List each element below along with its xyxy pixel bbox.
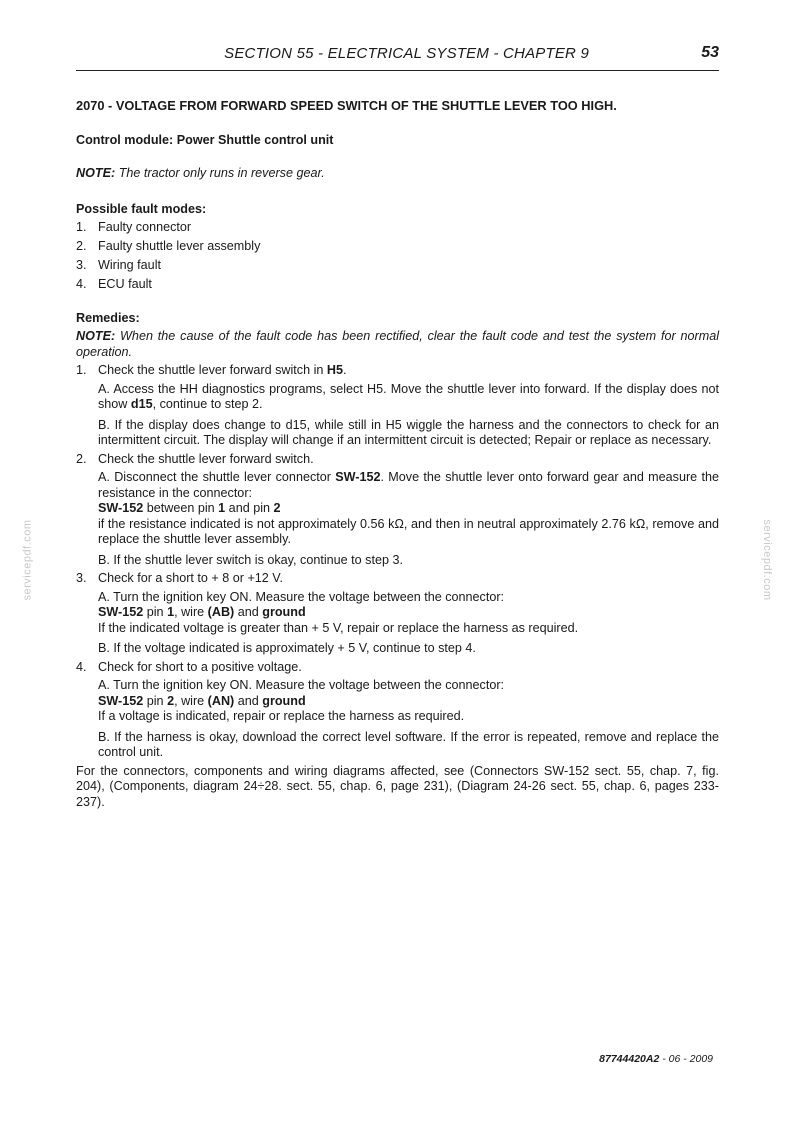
connector-pin-line: SW-152 pin 2, wire (AN) and ground [98,693,306,708]
section-title: SECTION 55 - ELECTRICAL SYSTEM - CHAPTER 9 [224,45,589,62]
remedies-heading: Remedies: [76,310,140,325]
resistance-instruction: if the resistance indicated is not approximately 0.56 kΩ, and then in neutral approximately 2.76 kΩ, remove and replace the shuttle lever assembly. [98,516,719,547]
list-number: 4. [76,277,87,292]
document-date: - 06 - 2009 [659,1053,713,1065]
step-option-a: A. Turn the ignition key ON. Measure the voltage between the connector: [98,678,505,693]
list-number: 1. [76,220,87,234]
note-text: When the cause of the fault code has been rectified, clear the fault code and test the system for normal operation. [76,329,720,359]
page-content [76,98,719,810]
list-text: Faulty connector [98,220,192,234]
list-number: 2. [76,239,87,254]
list-item [76,258,719,274]
list-text: Faulty shuttle lever assembly [98,239,261,254]
step-text: Check for a short to + 8 or +12 V. [98,571,284,586]
remedy-step-1 [76,363,719,449]
list-item [76,220,719,236]
note-reverse-gear [76,166,719,182]
step-option-a: A. Disconnect the shuttle lever connector SW-152. Move the shuttle lever onto forward gear and measure the resistance in the connector: [98,470,719,500]
fault-code-title: 2070 - VOLTAGE FROM FORWARD SPEED SWITCH OF THE SHUTTLE LEVER TOO HIGH. [76,98,617,113]
note-label: NOTE: [76,166,116,180]
list-number: 3. [76,258,87,273]
page-footer [599,1052,713,1068]
step-text: Check the shuttle lever forward switch. [98,451,314,466]
step-option-a: A. Access the HH diagnostics programs, select H5. Move the shuttle lever into forward. If the display does not show d15, continue to step 2. [98,381,719,412]
page-number: 53 [701,44,719,61]
list-text: Wiring fault [98,258,161,273]
control-module-title: Control module: Power Shuttle control unit [76,132,334,147]
fault-modes-list [76,220,719,293]
page-header [76,44,719,71]
step-text: Check the shuttle lever forward switch in H5. [98,363,347,378]
watermark-right: servicepdf.com [760,519,773,601]
document-number: 87744420A2 [599,1053,660,1065]
step-number: 3. [76,571,87,586]
reference-paragraph: For the connectors, components and wiring diagrams affected, see (Connectors SW-152 sect. 55, chap. 7, fig. 204), (Components, diagram 24÷28. sect. 55, chap. 6, page 231), (Diagram 24-26 sect. 55, chap. 6, pages 233-237). [76,763,719,809]
voltage-instruction: If a voltage is indicated, repair or replace the harness as required. [98,709,465,724]
remedy-step-4 [76,660,719,761]
remedy-step-3 [76,571,719,657]
step-option-b: B. If the shuttle lever switch is okay, continue to step 3. [98,552,403,567]
connector-pin-line: SW-152 pin 1, wire (AB) and ground [98,605,306,620]
list-item [76,239,719,255]
connector-pin-line: SW-152 between pin 1 and pin 2 [98,501,281,516]
step-number: 2. [76,451,87,466]
note-label: NOTE: [76,329,116,344]
step-option-b: B. If the harness is okay, download the correct level software. If the error is repeated, remove and replace the control unit. [98,729,719,760]
step-option-b: B. If the voltage indicated is approximately + 5 V, continue to step 4. [98,641,476,656]
step-number: 1. [76,363,87,378]
list-item [76,277,719,293]
remedy-step-2 [76,452,719,569]
step-option-b: B. If the display does change to d15, while still in H5 wiggle the harness and the connectors to check for an intermittent circuit. The display will change if an intermittent circuit is detected; Repair or replace as necessary. [98,417,719,448]
watermark-left: servicepdf.com [21,519,34,601]
step-option-a: A. Turn the ignition key ON. Measure the voltage between the connector: [98,589,505,604]
fault-modes-heading: Possible fault modes: [76,201,207,216]
list-text: ECU fault [98,277,152,292]
step-text: Check for short to a positive voltage. [98,659,302,674]
voltage-instruction: If the indicated voltage is greater than + 5 V, repair or replace the harness as required. [98,620,579,635]
step-number: 4. [76,659,87,674]
note-remedies [76,329,719,360]
note-text: The tractor only runs in reverse gear. [118,166,325,180]
